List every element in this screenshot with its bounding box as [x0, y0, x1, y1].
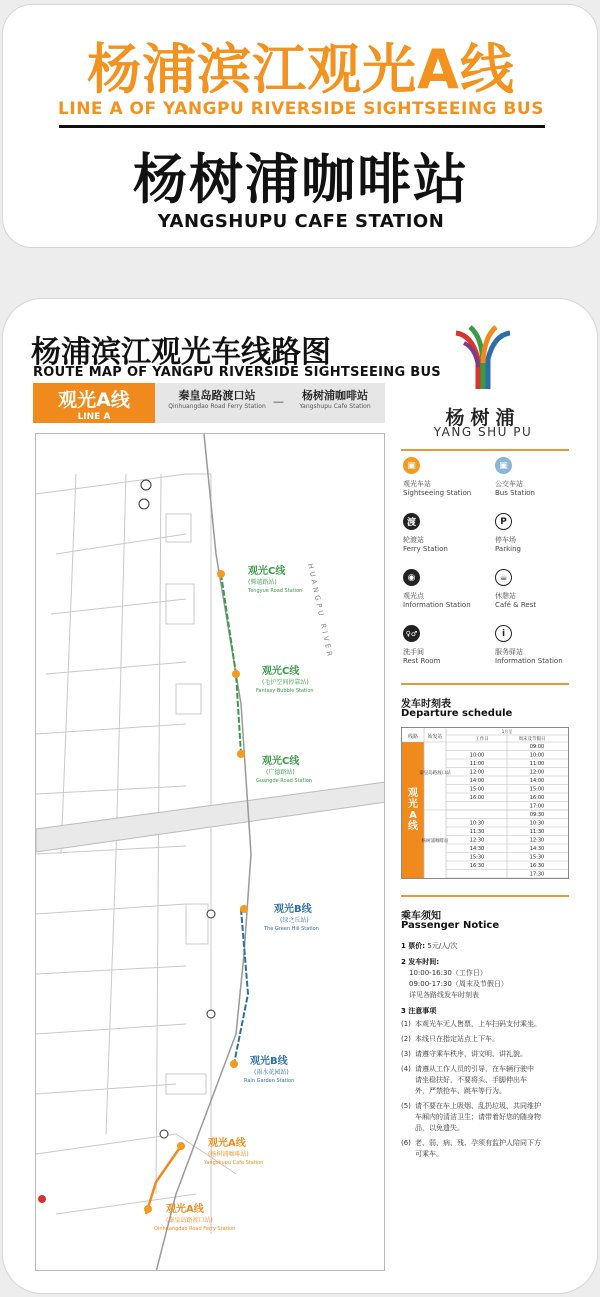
- rule-text: 车厢内的清洁卫生；请带着好您的随身物: [415, 1113, 541, 1121]
- legend-label-en: Rest Room: [403, 657, 441, 665]
- stop-separator: —: [273, 395, 284, 408]
- end-stop-en: Yangshupu Cafe Station: [299, 403, 371, 410]
- route-map-title-en: ROUTE MAP OF YANGPU RIVERSIDE SIGHTSEEING BUS: [33, 365, 441, 380]
- city-blocks: [36, 474, 236, 1234]
- end-stop: [289, 387, 381, 410]
- schedule-time-cell: 10:00: [469, 752, 485, 759]
- time-line: 10:00-16:30（工作日）: [409, 969, 487, 977]
- metro-marker: [38, 1195, 46, 1203]
- station-labels: [154, 564, 319, 1232]
- time-head: 2 发车时间:: [401, 958, 440, 966]
- legend-label-cn: 轮渡站: [403, 536, 424, 544]
- schedule-station-2: 杨树浦咖啡站: [421, 839, 449, 844]
- legend-label-en: Parking: [495, 545, 521, 553]
- station-2-line: 观光C线: [262, 666, 300, 677]
- notice-title-en: Passenger Notice: [401, 920, 500, 931]
- line-a-label-cn: 观光A线: [58, 389, 130, 411]
- rule-text: 老、弱、病、残、孕须有监护人陪同下方: [415, 1139, 541, 1147]
- schedule-time-cell: 14:30: [469, 846, 485, 852]
- sightseeing-bus-icon: ▣: [403, 457, 420, 474]
- legend-cafe-rest: [495, 569, 587, 609]
- section-divider: [401, 683, 569, 685]
- fare-value: 5元/人/次: [427, 942, 458, 950]
- legend-label-en: Café & Rest: [495, 601, 537, 609]
- rule-number: (3): [401, 1050, 411, 1058]
- station-1-en: Tengyue Road Station: [248, 588, 303, 594]
- legend-label-en: Ferry Station: [403, 545, 448, 553]
- start-stop-en: Qinhuangdao Road Ferry Station: [168, 403, 266, 410]
- station-1-line: 观光C线: [248, 566, 286, 577]
- rules-head: 3 注意事项: [401, 1007, 437, 1015]
- schedule-line-char: A: [409, 810, 417, 821]
- station-marker: [177, 1142, 185, 1150]
- start-stop: [161, 387, 273, 410]
- station-marker: [230, 1060, 238, 1068]
- rule-text: 可乘车。: [415, 1150, 443, 1158]
- station-marker: [144, 1205, 152, 1213]
- rule-number: (1): [401, 1020, 411, 1028]
- rule-text: 本观光车无人售票，上车扫码支付乘坐。: [415, 1020, 541, 1028]
- info-marker: [160, 1130, 168, 1138]
- rule-text: 外，严禁抢车、跳车等行为。: [415, 1087, 506, 1095]
- header-divider: [59, 125, 545, 128]
- rule-number: (6): [401, 1139, 411, 1147]
- schedule-time-cell: 16:00: [529, 795, 545, 801]
- legend-label-cn: 服务驿站: [495, 648, 523, 656]
- schedule-line-char: 观: [408, 788, 418, 799]
- station-header-card: [2, 4, 598, 248]
- schedule-time-cell: 15:30: [529, 854, 545, 861]
- station-marker: [232, 670, 240, 678]
- legend-ferry-station: [403, 513, 495, 553]
- rule-text: 请遵从工作人员的引导，在车辆行驶中: [415, 1065, 534, 1073]
- station-4-en: The Green Hill Station: [264, 926, 319, 932]
- ferry-icon: 渡: [403, 513, 420, 530]
- schedule-time-cell: 15:00: [469, 786, 485, 793]
- schedule-time-cell: 10:30: [469, 820, 485, 827]
- rule-text: 请遵守乘车秩序，讲文明、讲礼貌。: [415, 1050, 527, 1058]
- legend-info-station: [495, 625, 587, 665]
- schedule-title-en: Departure schedule: [401, 708, 513, 719]
- station-marker: [217, 570, 225, 578]
- schedule-header-weekday: 工作日: [475, 737, 489, 742]
- legend-viewpoint: [403, 569, 495, 609]
- station-7-cn: (秦皇岛路渡口站): [166, 1217, 213, 1224]
- parking-marker: [141, 480, 151, 490]
- section-divider: [401, 449, 569, 451]
- line-title-cn: 杨浦滨江观光A线: [87, 38, 515, 101]
- schedule-grid: [402, 728, 568, 878]
- info-marker: [207, 1010, 215, 1018]
- schedule-time-cell: 12:00: [469, 769, 485, 776]
- schedule-header-station: 始发站: [427, 734, 443, 740]
- schedule-time-cell: 11:00: [469, 761, 485, 767]
- rule-text: 本线只在指定站点上下车。: [415, 1035, 499, 1043]
- station-1-cn: (腾越路站): [248, 579, 277, 586]
- station-3-line: 观光C线: [262, 756, 300, 767]
- schedule-header-weekend: 周末及节假日: [518, 737, 546, 742]
- schedule-line-char: 线: [408, 821, 418, 832]
- legend-label-en: Sightseeing Station: [403, 489, 472, 497]
- station-5-line: 观光B线: [250, 1056, 288, 1067]
- section-divider: [401, 895, 569, 897]
- legend-restroom: [403, 625, 495, 665]
- station-6-en: Yangshupu Cafe Station: [204, 1160, 264, 1166]
- legend-label-en: Information Station: [403, 601, 471, 609]
- legend-label-en: Bus Station: [495, 489, 535, 497]
- river-label: HUANGPU RIVER: [306, 562, 335, 660]
- legend-label-en: Information Station: [495, 657, 563, 665]
- route-map: [35, 433, 385, 1271]
- station-4-cn: (绿之丘站): [280, 917, 309, 924]
- schedule-time-cell: 09:00: [529, 744, 545, 750]
- parking-icon: P: [495, 513, 512, 530]
- station-2-cn: (毛护空间停靠站): [262, 679, 309, 686]
- camera-icon: ◉: [403, 569, 420, 586]
- schedule-time-cell: 10:30: [529, 820, 545, 827]
- schedule-line-name: [408, 786, 419, 832]
- info-marker: [207, 910, 215, 918]
- line-a-badge: [33, 383, 155, 423]
- line-banner: [33, 383, 385, 423]
- legend-bus-station: [495, 457, 587, 497]
- rule-number: (5): [401, 1102, 411, 1110]
- station-name-en: YANGSHUPU CAFE STATION: [157, 211, 445, 232]
- rule-text: 请坐稳扶好，不要将头、手脚伸出车: [415, 1076, 527, 1084]
- schedule-time-cell: 14:00: [529, 778, 545, 784]
- route-map-svg: [36, 434, 385, 1271]
- station-5-en: Rain Garden Station: [244, 1078, 295, 1084]
- schedule-time-cell: 09:30: [529, 812, 545, 818]
- rule-number: (4): [401, 1065, 411, 1073]
- rule-number: (2): [401, 1035, 411, 1043]
- legend-label-cn: 洗手间: [403, 648, 424, 656]
- legend-sightseeing-station: [403, 457, 495, 497]
- schedule-time-cell: 11:00: [529, 761, 545, 767]
- bus-icon: ▣: [495, 457, 512, 474]
- rule-text: 请不要在车上吸烟、乱扔垃圾，共同维护: [415, 1102, 541, 1110]
- station-2-en: Fantasy Bubble Station: [256, 688, 314, 694]
- schedule-time-cell: 11:30: [469, 829, 485, 835]
- schedule-time-cell: 15:00: [529, 786, 545, 793]
- schedule-line-name-text: [408, 786, 419, 832]
- legend-label-cn: 停车场: [495, 536, 516, 544]
- schedule-time-cell: 12:00: [529, 769, 545, 776]
- schedule-time-cell: 14:00: [469, 778, 485, 784]
- line-title-en: LINE A OF YANGPU RIVERSIDE SIGHTSEEING BUS: [58, 99, 544, 119]
- schedule-station-1: 秦皇岛路渡口站: [419, 771, 451, 776]
- station-6-cn: (杨树浦咖啡站): [208, 1151, 249, 1158]
- schedule-time-cell: 17:30: [529, 871, 545, 878]
- schedule-time-cell: 15:30: [469, 854, 485, 861]
- line-a-label-en: LINE A: [77, 412, 111, 422]
- legend-label-cn: 休憩站: [495, 592, 516, 600]
- station-6-line: 观光A线: [208, 1138, 246, 1149]
- parking-marker: [139, 499, 149, 509]
- station-marker: [237, 750, 245, 758]
- schedule-time-cell: 11:30: [529, 829, 545, 835]
- brand-name-cn: 杨树浦: [445, 407, 521, 429]
- station-5-cn: (雨水花园站): [254, 1069, 289, 1076]
- departure-schedule-table: [401, 727, 569, 879]
- legend-label-cn: 公交车站: [495, 480, 523, 488]
- cafe-icon: ☕: [495, 569, 512, 586]
- schedule-time-cell: 10:00: [529, 752, 545, 759]
- station-marker: [240, 905, 248, 913]
- schedule-time-cell: 17:00: [529, 803, 545, 810]
- schedule-time-cell: 16:30: [469, 863, 485, 869]
- info-icon: i: [495, 625, 512, 642]
- schedule-header-month: 1月至: [501, 729, 513, 734]
- station-4-line: 观光B线: [274, 904, 312, 915]
- legend-label-cn: 观光车站: [403, 480, 431, 488]
- schedule-time-cell: 16:00: [469, 795, 485, 801]
- time-line: 详见各路线发车时刻表: [409, 991, 479, 999]
- station-7-line: 观光A线: [166, 1204, 204, 1215]
- start-stop-cn: 秦皇岛路渡口站: [178, 389, 256, 402]
- rule-text: 品，以免遗失。: [415, 1124, 464, 1132]
- route-map-card: [2, 298, 598, 1294]
- fare-head: 1 票价:: [401, 942, 426, 950]
- brand-name-en: YANG SHU PU: [433, 425, 533, 439]
- time-line: 09:00-17:30（周末及节假日）: [409, 980, 508, 988]
- schedule-time-cell: 14:30: [529, 846, 545, 852]
- legend-parking: [495, 513, 587, 553]
- legend-label-cn: 观光点: [403, 592, 424, 600]
- yangshupu-logo-icon: [448, 323, 518, 393]
- station-3-cn: (广德路站): [266, 769, 295, 776]
- schedule-title-cn: 发车时刻表: [401, 699, 451, 710]
- end-stop-cn: 杨树浦咖啡站: [302, 389, 368, 402]
- restroom-icon: ♀♂: [403, 625, 420, 642]
- fare-line: [401, 941, 458, 951]
- schedule-time-cell: 16:30: [529, 863, 545, 869]
- schedule-time-cell: 12:30: [529, 837, 545, 844]
- notice-title-cn: 乘车须知: [401, 911, 441, 922]
- station-name-cn: 杨树浦咖啡站: [133, 148, 469, 211]
- station-7-en: Qinhuangdao Road Ferry Station: [154, 1226, 236, 1232]
- route-map-title-cn: 杨浦滨江观光车线路图: [31, 335, 331, 370]
- schedule-time-cell: 12:30: [469, 837, 485, 844]
- station-3-en: Guangde Road Station: [256, 778, 313, 784]
- schedule-header-route: 线路: [407, 734, 419, 740]
- schedule-line-char: 光: [408, 799, 418, 810]
